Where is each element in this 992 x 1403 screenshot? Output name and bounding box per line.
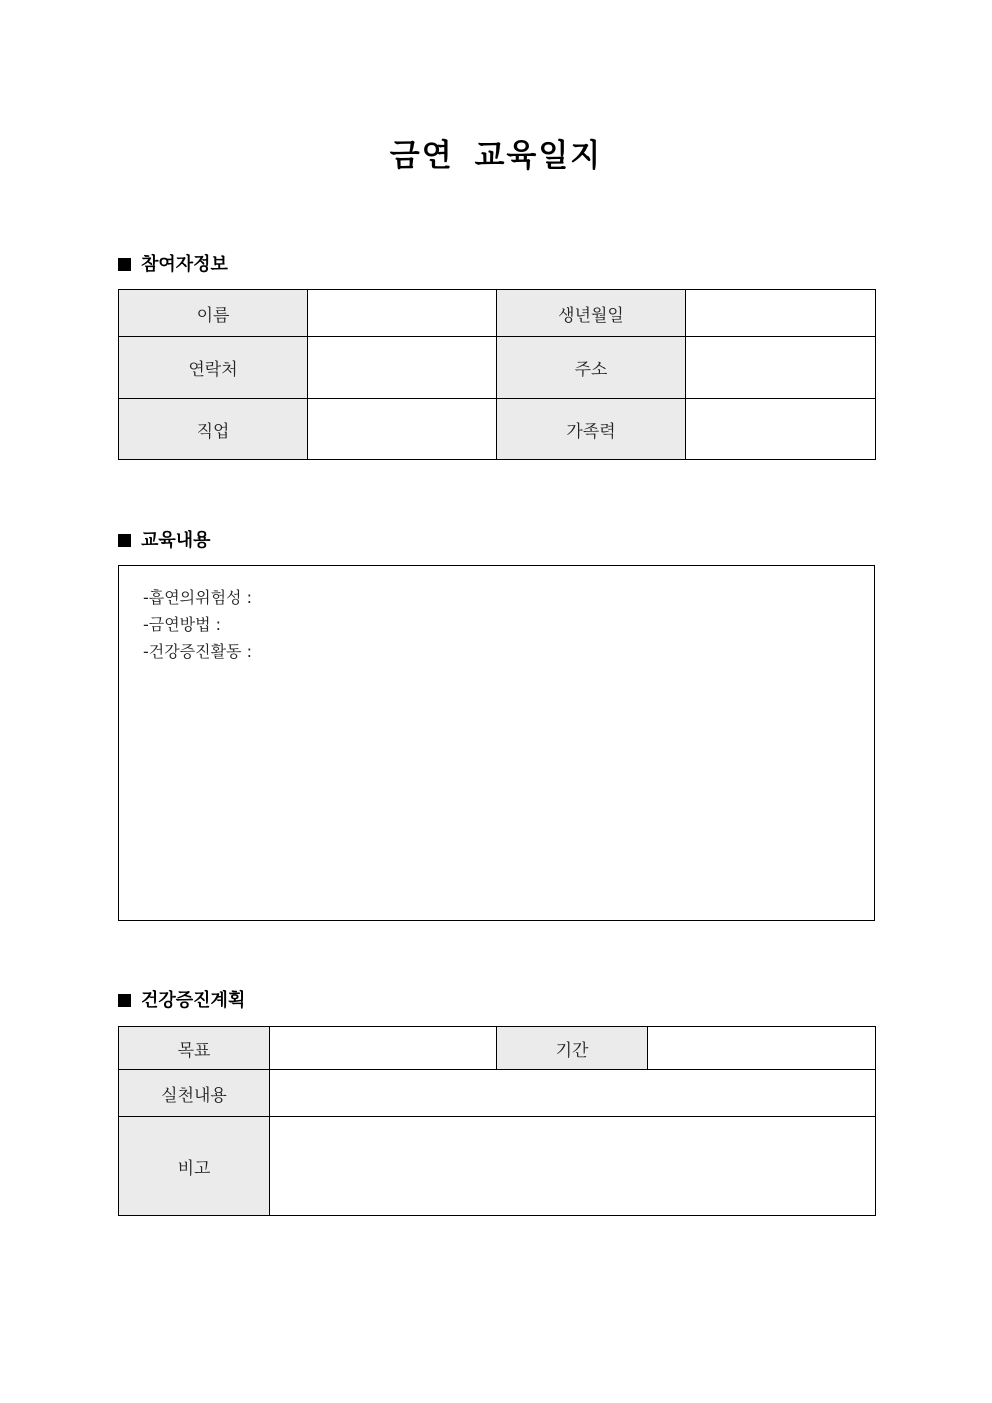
plan-section-heading [118,989,245,1013]
practice-label: 실천내용 [119,1070,270,1117]
health-plan-table [118,1026,876,1216]
participant-row [119,290,876,337]
practice-field[interactable] [270,1070,876,1117]
plan-row [119,1027,876,1070]
occupation-label: 직업 [119,399,308,460]
square-bullet-icon [118,534,131,547]
smoking-risk-line: -흡연의위험성 : [143,588,252,607]
address-field[interactable] [686,337,876,399]
education-section-title: 교육내용 [141,530,211,551]
period-label: 기간 [497,1027,648,1070]
remarks-label: 비고 [119,1117,270,1216]
education-content-lines [143,584,252,665]
participant-info-table [118,289,876,460]
occupation-field[interactable] [308,399,497,460]
remarks-field[interactable] [270,1117,876,1216]
period-field[interactable] [648,1027,876,1070]
document-title: 금연 교육일지 [389,138,603,174]
goal-label: 목표 [119,1027,270,1070]
name-label: 이름 [119,290,308,337]
name-field[interactable] [308,290,497,337]
square-bullet-icon [118,994,131,1007]
contact-field[interactable] [308,337,497,399]
participant-section-heading [118,253,228,277]
address-label: 주소 [497,337,686,399]
square-bullet-icon [118,258,131,271]
birthdate-field[interactable] [686,290,876,337]
education-content-box[interactable] [118,565,875,921]
participant-row [119,337,876,399]
plan-row [119,1070,876,1117]
plan-row [119,1117,876,1216]
participant-row [119,399,876,460]
family-history-field[interactable] [686,399,876,460]
education-section-heading [118,529,211,553]
participant-section-title: 참여자정보 [141,254,228,275]
quit-method-line: -금연방법 : [143,615,222,634]
birthdate-label: 생년월일 [497,290,686,337]
plan-section-title: 건강증진계획 [141,990,246,1011]
contact-label: 연락처 [119,337,308,399]
goal-field[interactable] [270,1027,497,1070]
health-activity-line: -건강증진활동 : [143,642,252,661]
family-history-label: 가족력 [497,399,686,460]
